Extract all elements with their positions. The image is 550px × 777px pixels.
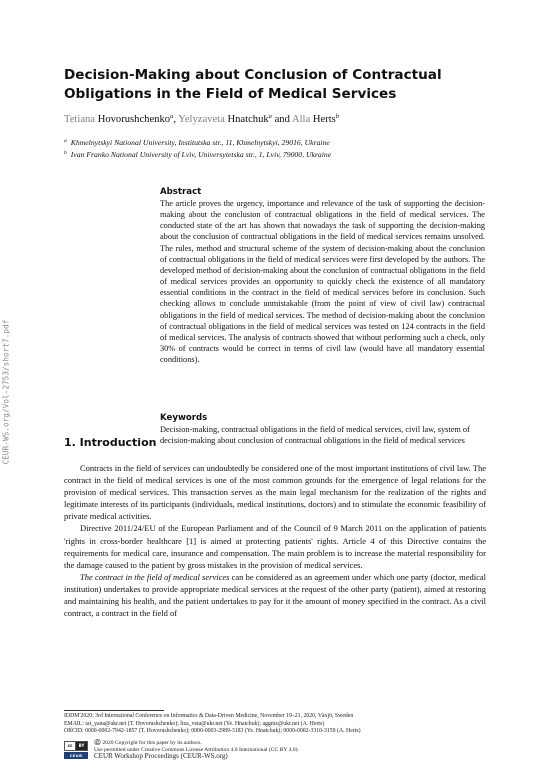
cc-icon-label: cc <box>67 743 73 748</box>
affiliation-text: Ivan Franko National University of Lviv, Universytetska str., 1, Lviv, 79000, Ukraine <box>70 149 332 159</box>
copyright-line: ©️ 2020 Copyright for this paper by its authors. <box>94 740 202 746</box>
footnote-divider <box>64 710 164 711</box>
author <box>178 114 292 125</box>
abstract-section <box>160 186 485 365</box>
author-separator: , <box>173 114 179 125</box>
affiliation-mark: b <box>64 149 67 156</box>
abstract-text: The article proves the urgency, importance and relevance of the task of supporting the decision-making about the conclusion of contractual obligations in the field of medical services. The conducted state of the art has shown that nowadays the task of supporting the decision-making about the conclusion of contractual obligations in the field of medical services remains unsolved. The rules, method and structural scheme of the system of decision-making about the conclusion of contractual obligations in the field of medical services were first developed by the authors. The developed method of decision-making about the conclusion of contractual obligations in the field of medical services provides an opportunity to quickly check the existence of all mandatory essential conditions in the contract in the field of medical services before its conclusion. Such checking allows to conclude unmistakable (from the point of view of civil law) contractual obligations in the field of medical services. The method of decision-making about the conclusion of contractual obligations in the field of medical services was tested on 124 contracts in the field of medical services. The analysis of contracts showed that without performing such a check, only 30% of contracts would be correct in terms of civil law (would have all mandatory essential conditions). <box>160 199 485 365</box>
author <box>64 114 178 125</box>
keywords-text: Decision-making, contractual obligations in the field of medical services, civil law, system of decision-making about conclusion of contractual obligations in the field of medical services <box>160 425 470 446</box>
by-icon <box>76 742 87 750</box>
affiliation <box>64 137 504 149</box>
orcid-note: ORCID: 0000-0002-7942-1857 (T. Hovorushchenko); 0000-0003-2989-3183 (Ye. Hnatchuk); 0000-0002-3310-3159 (A. Herts) <box>64 728 361 735</box>
affiliations <box>64 137 504 160</box>
author-last-name: Hovorushchenko <box>97 114 171 125</box>
body-paragraph-rest: can be considered as an agreement under which one party (doctor, medical institution) undertakes to provide appropriate medical services at the request of the other party (patient), aimed at restoring and maintaining his health, and the patient undertakes to pay for it the amount of money specified in the contract. As a civil contract, a contract in the field of <box>64 571 486 619</box>
body-paragraph: Contracts in the field of services can undoubtedly be considered one of the most important institutions of civil law. The contract in the field of medical services is one of the most common grounds for the emergence of legal relations for the provision of medical services. This transaction serves as the main legal mechanism for the realization of the rights and legitimate interests of its participants (individuals, medical institutions, doctors) and to stimulate the economic feasibility of private medical activities. <box>64 463 486 522</box>
introduction-body <box>64 462 486 619</box>
author-last-name: Herts <box>312 114 336 125</box>
cc-icon <box>65 742 76 750</box>
body-paragraph: Directive 2011/24/EU of the European Parliament and of the Council of 9 March 2011 on the application of patients 'rights in cross-border healthcare [1] is aimed at protecting patients' rights. Article 4 of this Directive contains the requirements for medical care, insurance and compensation. The main problem is to increase the material responsibility for the damage caused to the patient by gross mistakes in the provision of medical services. <box>64 523 486 570</box>
keywords-heading: Keywords <box>160 413 208 423</box>
ceur-logo-icon <box>64 752 88 759</box>
author-affil-mark: a <box>268 113 272 120</box>
author-last-name: Hnatchuk <box>227 114 269 125</box>
author-separator: and <box>271 114 292 125</box>
ceur-logo-label: CEUR <box>69 753 83 758</box>
author-first-name: Alla <box>291 114 311 125</box>
author-first-name: Tetiana <box>64 114 96 125</box>
cc-by-license-icon <box>64 741 88 751</box>
license-line: Use permitted under Creative Commons License Attribution 4.0 International (CC BY 4.0). <box>94 746 299 753</box>
by-icon-label: BY <box>78 743 85 748</box>
footnotes <box>64 713 494 736</box>
author-affil-mark: b <box>335 113 340 120</box>
sidebar-url-container <box>0 319 13 465</box>
affiliation-text: Khmelnytskyi National University, Institutska str., 11, Khmelnytskyi, 29016, Ukraine <box>70 138 330 147</box>
introduction-heading: 1. Introduction <box>64 436 157 449</box>
paper-title: Decision-Making about Conclusion of Contractual Obligations in the Field of Medical Services <box>64 67 442 102</box>
affiliation-mark: a <box>64 138 67 144</box>
keywords-section <box>160 412 485 446</box>
emphasized-term: The contract in the field of medical services <box>80 571 230 582</box>
proceedings-line: CEUR Workshop Proceedings (CEUR-WS.org) <box>94 752 228 760</box>
author <box>292 114 339 125</box>
author-list <box>64 113 494 126</box>
author-first-name: Yelyzaveta <box>178 114 225 125</box>
conference-note: IDDM'2020: 3rd International Conference on Informatics & Data-Driven Medicine, November 19–21, 2020, Växjö, Sweden <box>64 713 354 719</box>
abstract-heading: Abstract <box>160 187 202 197</box>
affiliation <box>64 149 504 161</box>
email-note: EMAIL: tat_yana@ukr.net (T. Hovorushchenko); liza_veta@ukr.net (Ye. Hnatchuk); aggmz@ukr.net (A. Herts) <box>64 720 325 727</box>
author-affil-mark: a <box>170 113 174 120</box>
sidebar-url[interactable]: CEUR-WS.org/Vol-2753/short7.pdf <box>1 319 11 465</box>
body-paragraph <box>64 571 486 619</box>
